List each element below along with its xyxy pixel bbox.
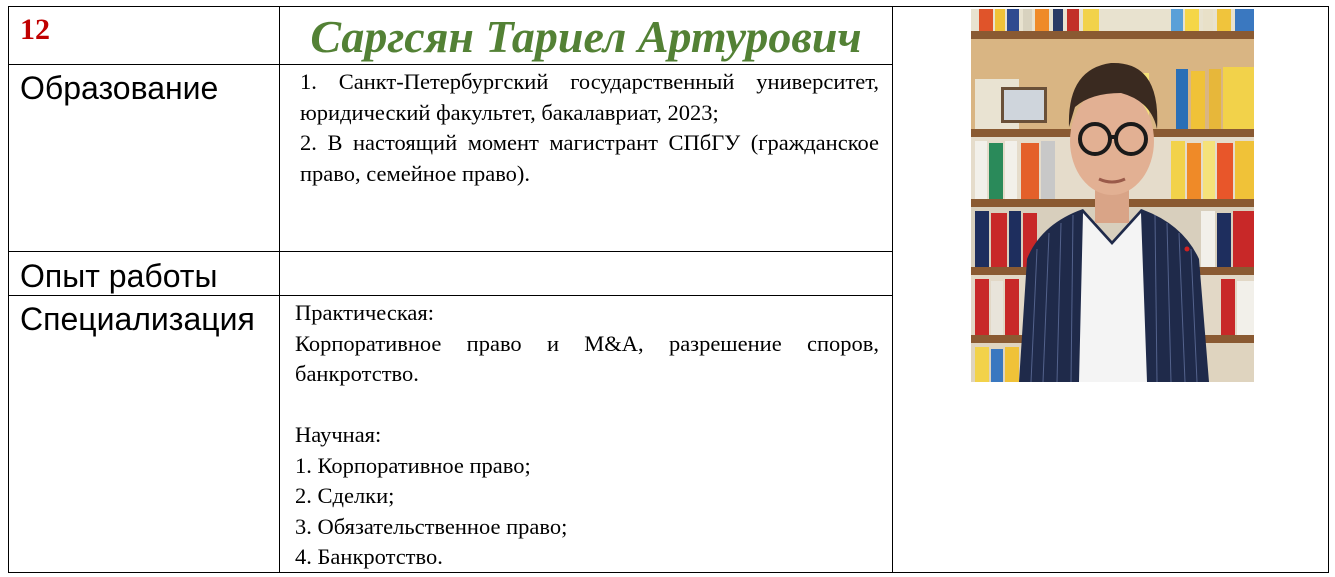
column-divider-2 <box>892 7 893 572</box>
practical-title: Практическая: <box>295 300 435 325</box>
row-divider-3 <box>9 295 892 296</box>
education-item: 2. В настоящий момент магистрант СПбГУ (гражданское право, семейное право). <box>300 130 879 186</box>
scientific-item: 4. Банкротство. <box>295 544 443 569</box>
specialization-label: Специализация <box>20 301 255 337</box>
scientific-item: 3. Обязательственное право; <box>295 513 568 539</box>
education-item: 1. Санкт-Петербургский государственный университет, юридический факультет, бакалавриат, 2023; <box>300 69 879 125</box>
scientific-item: 2. Сделки; <box>295 483 395 508</box>
education-list <box>300 67 879 189</box>
scientific-title: Научная: <box>295 422 382 447</box>
full-name: Саргсян Тариел Артурович <box>310 11 862 62</box>
profile-number: 12 <box>20 13 50 46</box>
practical-text: Корпоративное право и M&A, разрешение споров, банкротство. <box>295 330 879 386</box>
portrait-photo <box>971 9 1254 382</box>
row-divider-1 <box>9 64 892 65</box>
education-label: Образование <box>20 70 219 106</box>
experience-label: Опыт работы <box>20 258 218 294</box>
profile-card <box>8 6 1329 573</box>
specialization-content <box>295 298 879 573</box>
scientific-item: 1. Корпоративное право; <box>295 452 531 478</box>
column-divider-1 <box>279 7 280 572</box>
row-divider-2 <box>9 251 892 252</box>
